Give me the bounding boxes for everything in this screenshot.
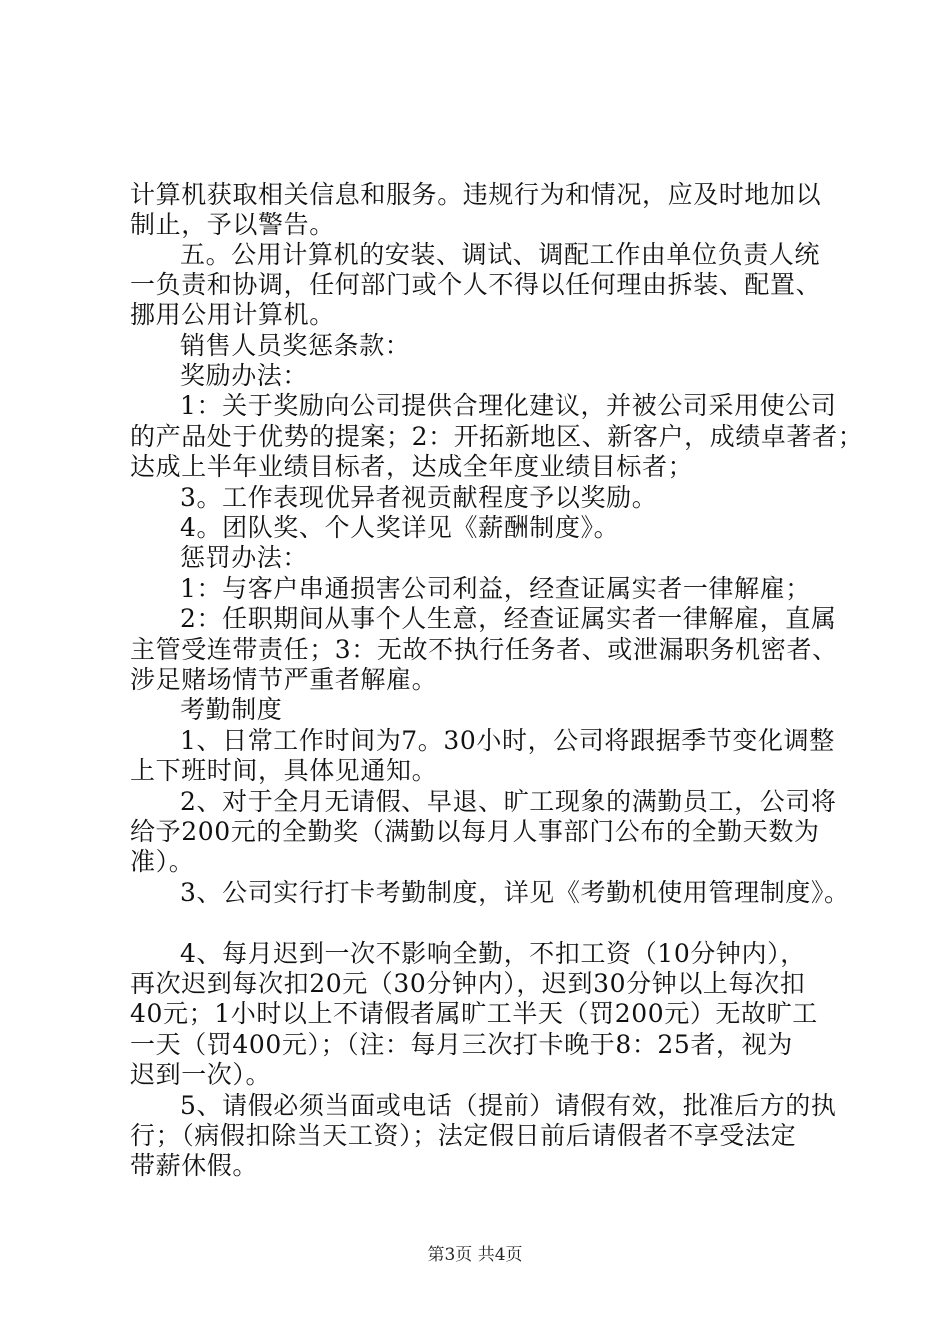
text-line: 再次迟到每次扣20元（30分钟内），迟到30分钟以上每次扣 (130, 969, 806, 998)
text-line: 给予200元的全勤奖（满勤以每月人事部门公布的全勤天数为 (130, 817, 820, 846)
text-line: 4。团队奖、个人奖详见《薪酬制度》。 (180, 513, 620, 542)
text-line: 行；（病假扣除当天工资）；法定假日前后请假者不享受法定 (130, 1121, 797, 1150)
text-line: 五。公用计算机的安装、调试、调配工作由单位负责人统 (180, 240, 821, 269)
text-line: 准）。 (130, 847, 195, 876)
section-heading: 销售人员奖惩条款： (180, 331, 411, 360)
text-line: 2、对于全月无请假、早退、旷工现象的满勤员工，公司将 (180, 787, 837, 816)
text-line: 一负责和协调，任何部门或个人不得以任何理由拆装、配置、 (130, 270, 822, 299)
text-line: 1：与客户串通损害公司利益，经查证属实者一律解雇； (180, 574, 811, 603)
text-line: 5、请假必须当面或电话（提前）请假有效，批准后方的执 (180, 1091, 837, 1120)
text-line: 上下班时间，具体见通知。 (130, 756, 438, 785)
text-line: 涉足赌场情节严重者解雇。 (130, 665, 438, 694)
text-line: 一天（罚400元）；（注：每月三次打卡晚于8：25者，视为 (130, 1030, 793, 1059)
text-line: 1：关于奖励向公司提供合理化建议，并被公司采用使公司 (180, 391, 837, 420)
text-line: 的产品处于优势的提案；2：开拓新地区、新客户，成绩卓著者； (130, 422, 864, 451)
subsection-heading: 惩罚办法： (180, 543, 309, 572)
text-line: 40元；1小时以上不请假者属旷工半天（罚200元）无故旷工 (130, 999, 818, 1028)
text-line: 制止，予以警告。 (130, 210, 335, 239)
text-line: 计算机获取相关信息和服务。违规行为和情况，应及时地加以 (130, 180, 822, 209)
text-line: 2：任职期间从事个人生意，经查证属实者一律解雇，直属 (180, 604, 837, 633)
text-line: 挪用公用计算机。 (130, 300, 335, 329)
text-line: 迟到一次）。 (130, 1060, 272, 1089)
text-line: 带薪休假。 (130, 1151, 259, 1180)
text-line: 达成上半年业绩目标者，达成全年度业绩目标者； (130, 452, 694, 481)
text-line: 主管受连带责任；3：无故不执行任务者、或泄漏职务机密者、 (130, 635, 838, 664)
text-line: 4、每月迟到一次不影响全勤，不扣工资（10分钟内）， (180, 939, 806, 968)
page-footer: 第3页 共4页 (427, 1245, 523, 1265)
subsection-heading: 奖励办法： (180, 361, 309, 390)
section-heading: 考勤制度 (180, 695, 283, 724)
text-line: 1、日常工作时间为7。30小时，公司将跟据季节变化调整 (180, 726, 835, 755)
text-line: 3。工作表现优异者视贡献程度予以奖励。 (180, 483, 658, 512)
text-line: 3、公司实行打卡考勤制度，详见《考勤机使用管理制度》。 (180, 878, 850, 907)
